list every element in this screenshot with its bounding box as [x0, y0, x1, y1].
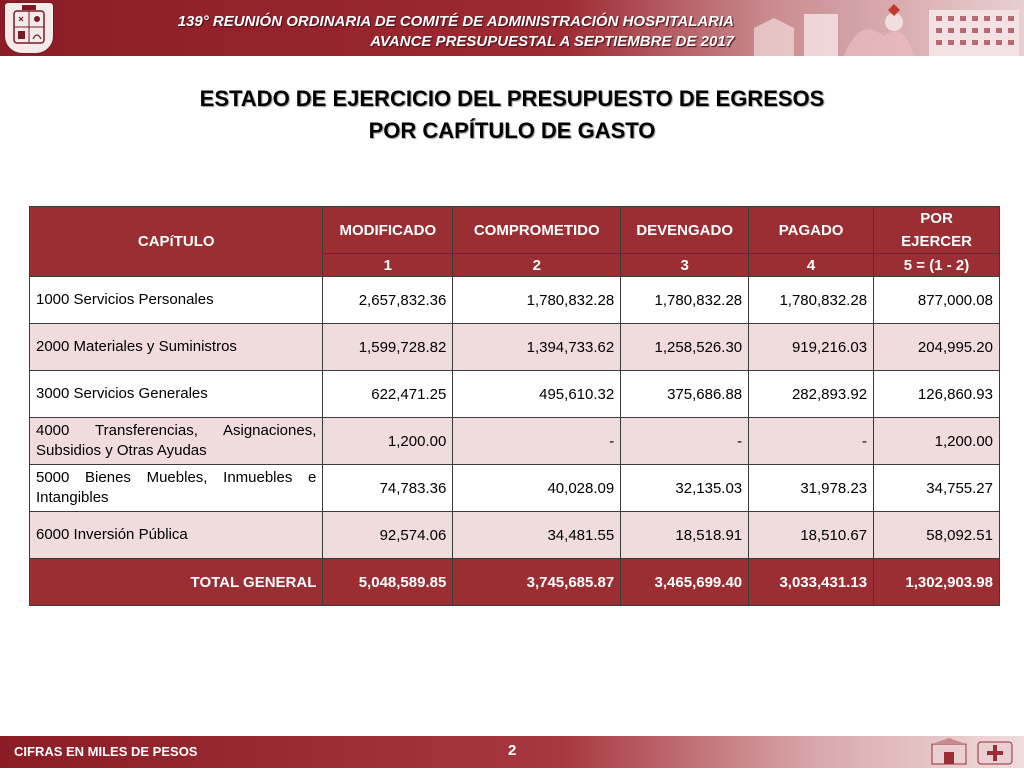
cell-comprometido: -	[453, 418, 621, 465]
footer-banner	[0, 736, 1024, 768]
cell-comprometido: 495,610.32	[453, 371, 621, 418]
column-number: 4	[749, 254, 874, 277]
hospital-emblem-icon	[914, 736, 1024, 768]
cell-pagado: 1,780,832.28	[749, 277, 874, 324]
cell-pagado: 282,893.92	[749, 371, 874, 418]
total-row	[30, 559, 1000, 606]
cell-devengado: 1,780,832.28	[621, 277, 749, 324]
row-label: 5000 Bienes Muebles, Inmuebles e Intangibles	[30, 465, 323, 512]
cell-pagado: 919,216.03	[749, 324, 874, 371]
cell-por-ejercer: 126,860.93	[874, 371, 1000, 418]
footer-note: CIFRAS EN MILES DE PESOS	[14, 744, 198, 759]
column-number: 5 = (1 - 2)	[874, 254, 1000, 277]
cell-pagado: 18,510.67	[749, 512, 874, 559]
total-modificado: 5,048,589.85	[323, 559, 453, 606]
cell-por-ejercer: 877,000.08	[874, 277, 1000, 324]
cell-comprometido: 1,394,733.62	[453, 324, 621, 371]
header-banner	[0, 0, 1024, 56]
column-number: 1	[323, 254, 453, 277]
cell-devengado: 18,518.91	[621, 512, 749, 559]
row-label: 1000 Servicios Personales	[30, 277, 323, 324]
total-comprometido: 3,745,685.87	[453, 559, 621, 606]
cell-por-ejercer: 204,995.20	[874, 324, 1000, 371]
total-pagado: 3,033,431.13	[749, 559, 874, 606]
cell-pagado: 31,978.23	[749, 465, 874, 512]
cell-devengado: 32,135.03	[621, 465, 749, 512]
header-meeting-title: 139° REUNIÓN ORDINARIA DE COMITÉ DE ADMINISTRACIÓN HOSPITALARIA	[177, 13, 734, 30]
cell-modificado: 2,657,832.36	[323, 277, 453, 324]
row-label: 6000 Inversión Pública	[30, 512, 323, 559]
cell-devengado: 1,258,526.30	[621, 324, 749, 371]
page-number: 2	[508, 742, 517, 759]
cell-modificado: 1,200.00	[323, 418, 453, 465]
total-por-ejercer: 1,302,903.98	[874, 559, 1000, 606]
university-logo	[4, 2, 54, 54]
cell-comprometido: 40,028.09	[453, 465, 621, 512]
header-por-ejercer-line2: EJERCER	[901, 233, 972, 250]
cell-por-ejercer: 1,200.00	[874, 418, 1000, 465]
table-row	[30, 277, 1000, 324]
header-building-illustration	[734, 0, 1024, 56]
column-number: 3	[621, 254, 749, 277]
cell-devengado: 375,686.88	[621, 371, 749, 418]
header-comprometido: COMPROMETIDO	[453, 207, 621, 254]
header-budget-subtitle: AVANCE PRESUPUESTAL A SEPTIEMBRE DE 2017	[370, 33, 734, 50]
header-capitulo: CAPíTULO	[30, 207, 323, 277]
row-label: 2000 Materiales y Suministros	[30, 324, 323, 371]
cell-modificado: 1,599,728.82	[323, 324, 453, 371]
page-subtitle: POR CAPÍTULO DE GASTO	[368, 118, 656, 143]
page-title: ESTADO DE EJERCICIO DEL PRESUPUESTO DE EGRESOS	[199, 86, 825, 111]
table-row	[30, 418, 1000, 465]
header-por-ejercer-line1: POR	[920, 210, 953, 227]
column-number: 2	[453, 254, 621, 277]
cell-pagado: -	[749, 418, 874, 465]
cell-modificado: 74,783.36	[323, 465, 453, 512]
row-label: 3000 Servicios Generales	[30, 371, 323, 418]
cell-comprometido: 1,780,832.28	[453, 277, 621, 324]
total-devengado: 3,465,699.40	[621, 559, 749, 606]
table-row	[30, 512, 1000, 559]
budget-table	[29, 206, 1000, 606]
cell-modificado: 92,574.06	[323, 512, 453, 559]
table-row	[30, 371, 1000, 418]
header-modificado: MODIFICADO	[323, 207, 453, 254]
cell-devengado: -	[621, 418, 749, 465]
header-devengado: DEVENGADO	[621, 207, 749, 254]
cell-modificado: 622,471.25	[323, 371, 453, 418]
header-pagado: PAGADO	[749, 207, 874, 254]
cell-por-ejercer: 34,755.27	[874, 465, 1000, 512]
header-por-ejercer	[874, 207, 1000, 254]
table-row	[30, 324, 1000, 371]
cell-por-ejercer: 58,092.51	[874, 512, 1000, 559]
table-row	[30, 465, 1000, 512]
cell-comprometido: 34,481.55	[453, 512, 621, 559]
total-label: TOTAL GENERAL	[30, 559, 323, 606]
row-label: 4000 Transferencias, Asignaciones, Subsidios y Otras Ayudas	[30, 418, 323, 465]
